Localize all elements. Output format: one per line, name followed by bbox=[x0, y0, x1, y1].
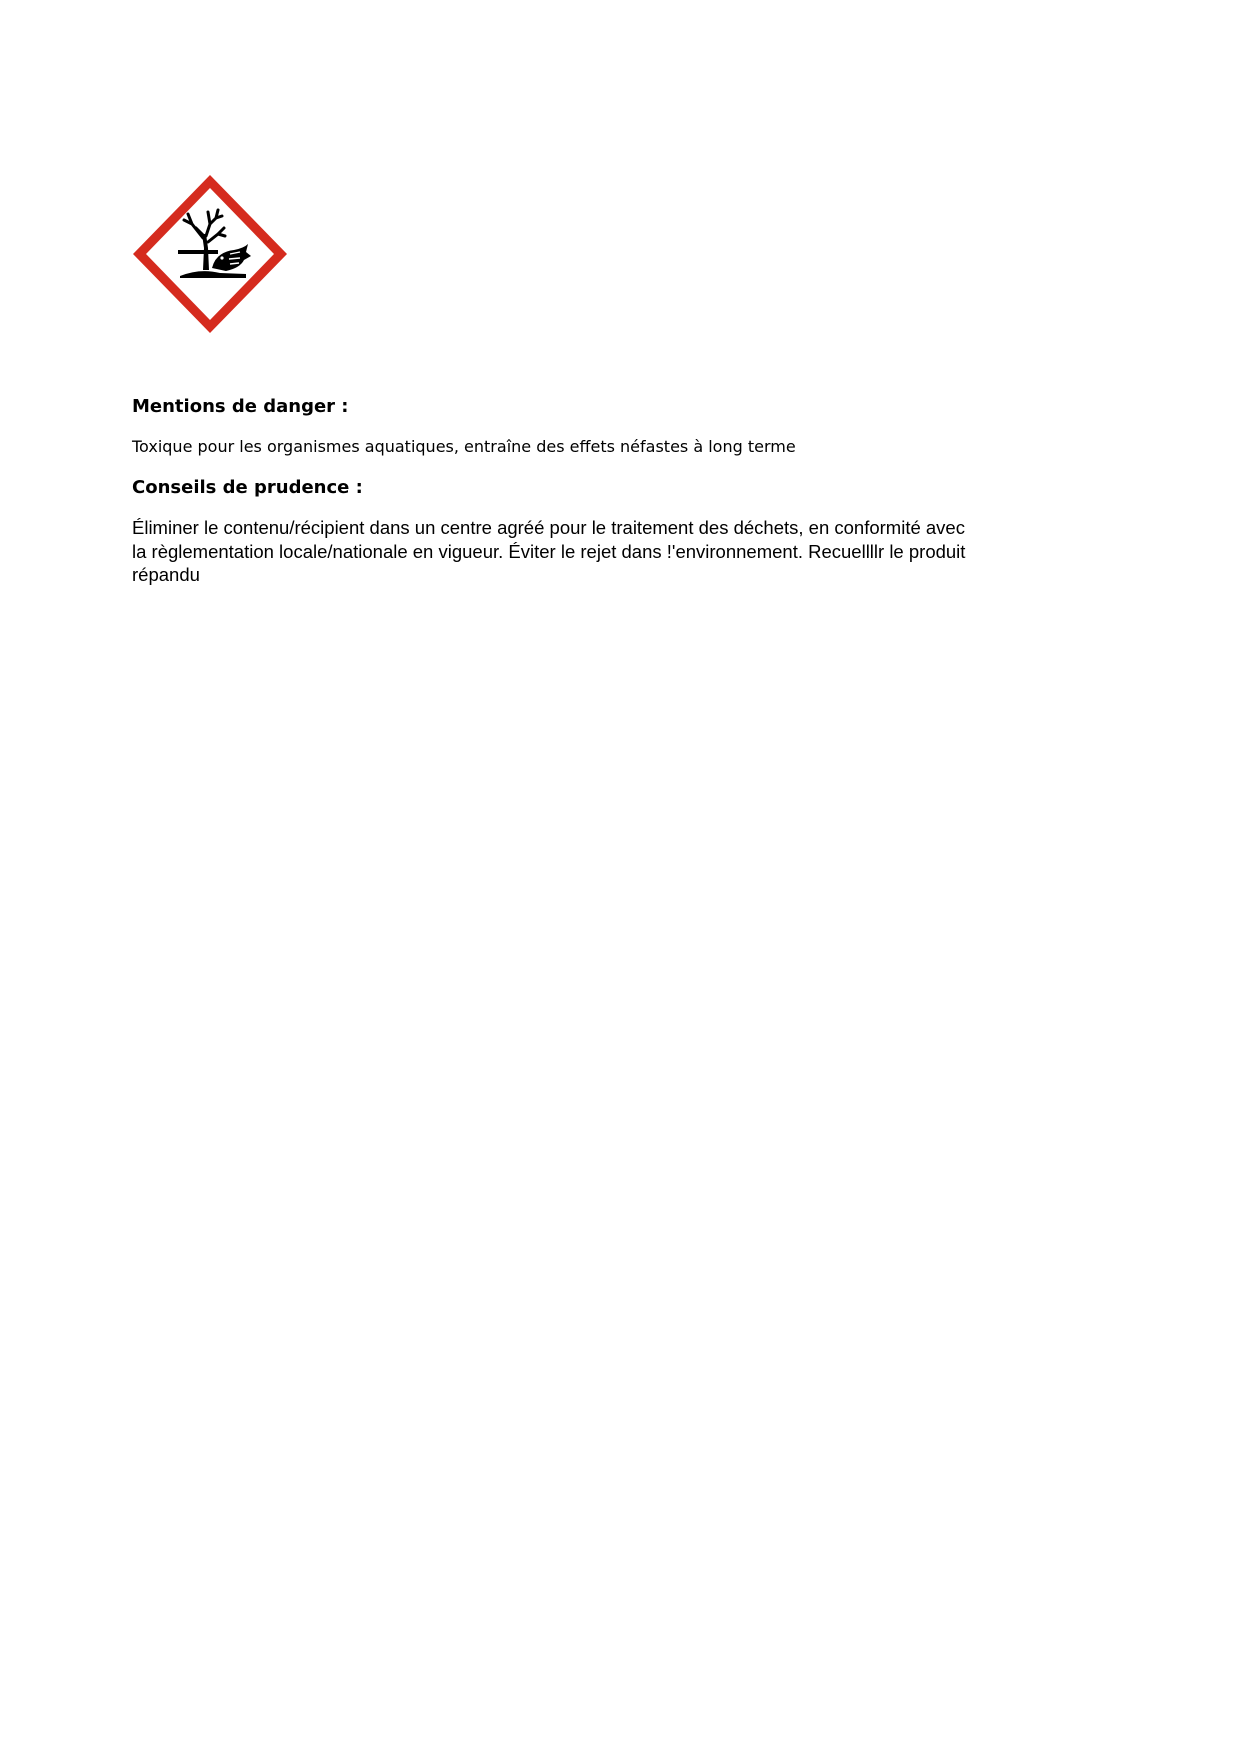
hazard-statement-text: Toxique pour les organismes aquatiques, entraîne des effets néfastes à long terme bbox=[132, 437, 796, 456]
precautionary-statements-heading: Conseils de prudence : bbox=[132, 477, 363, 498]
precautionary-statement-text: Éliminer le contenu/récipient dans un centre agréé pour le traitement des déchets, en conformité avec la règlementation locale/nationale en vigueur. Éviter le rejet dans !'environnement. Recuellllr le produit répandu bbox=[132, 517, 966, 585]
environment-hazard-pictogram bbox=[130, 172, 290, 336]
environment-hazard-icon bbox=[130, 172, 290, 336]
hazard-statements-heading: Mentions de danger : bbox=[132, 396, 349, 417]
